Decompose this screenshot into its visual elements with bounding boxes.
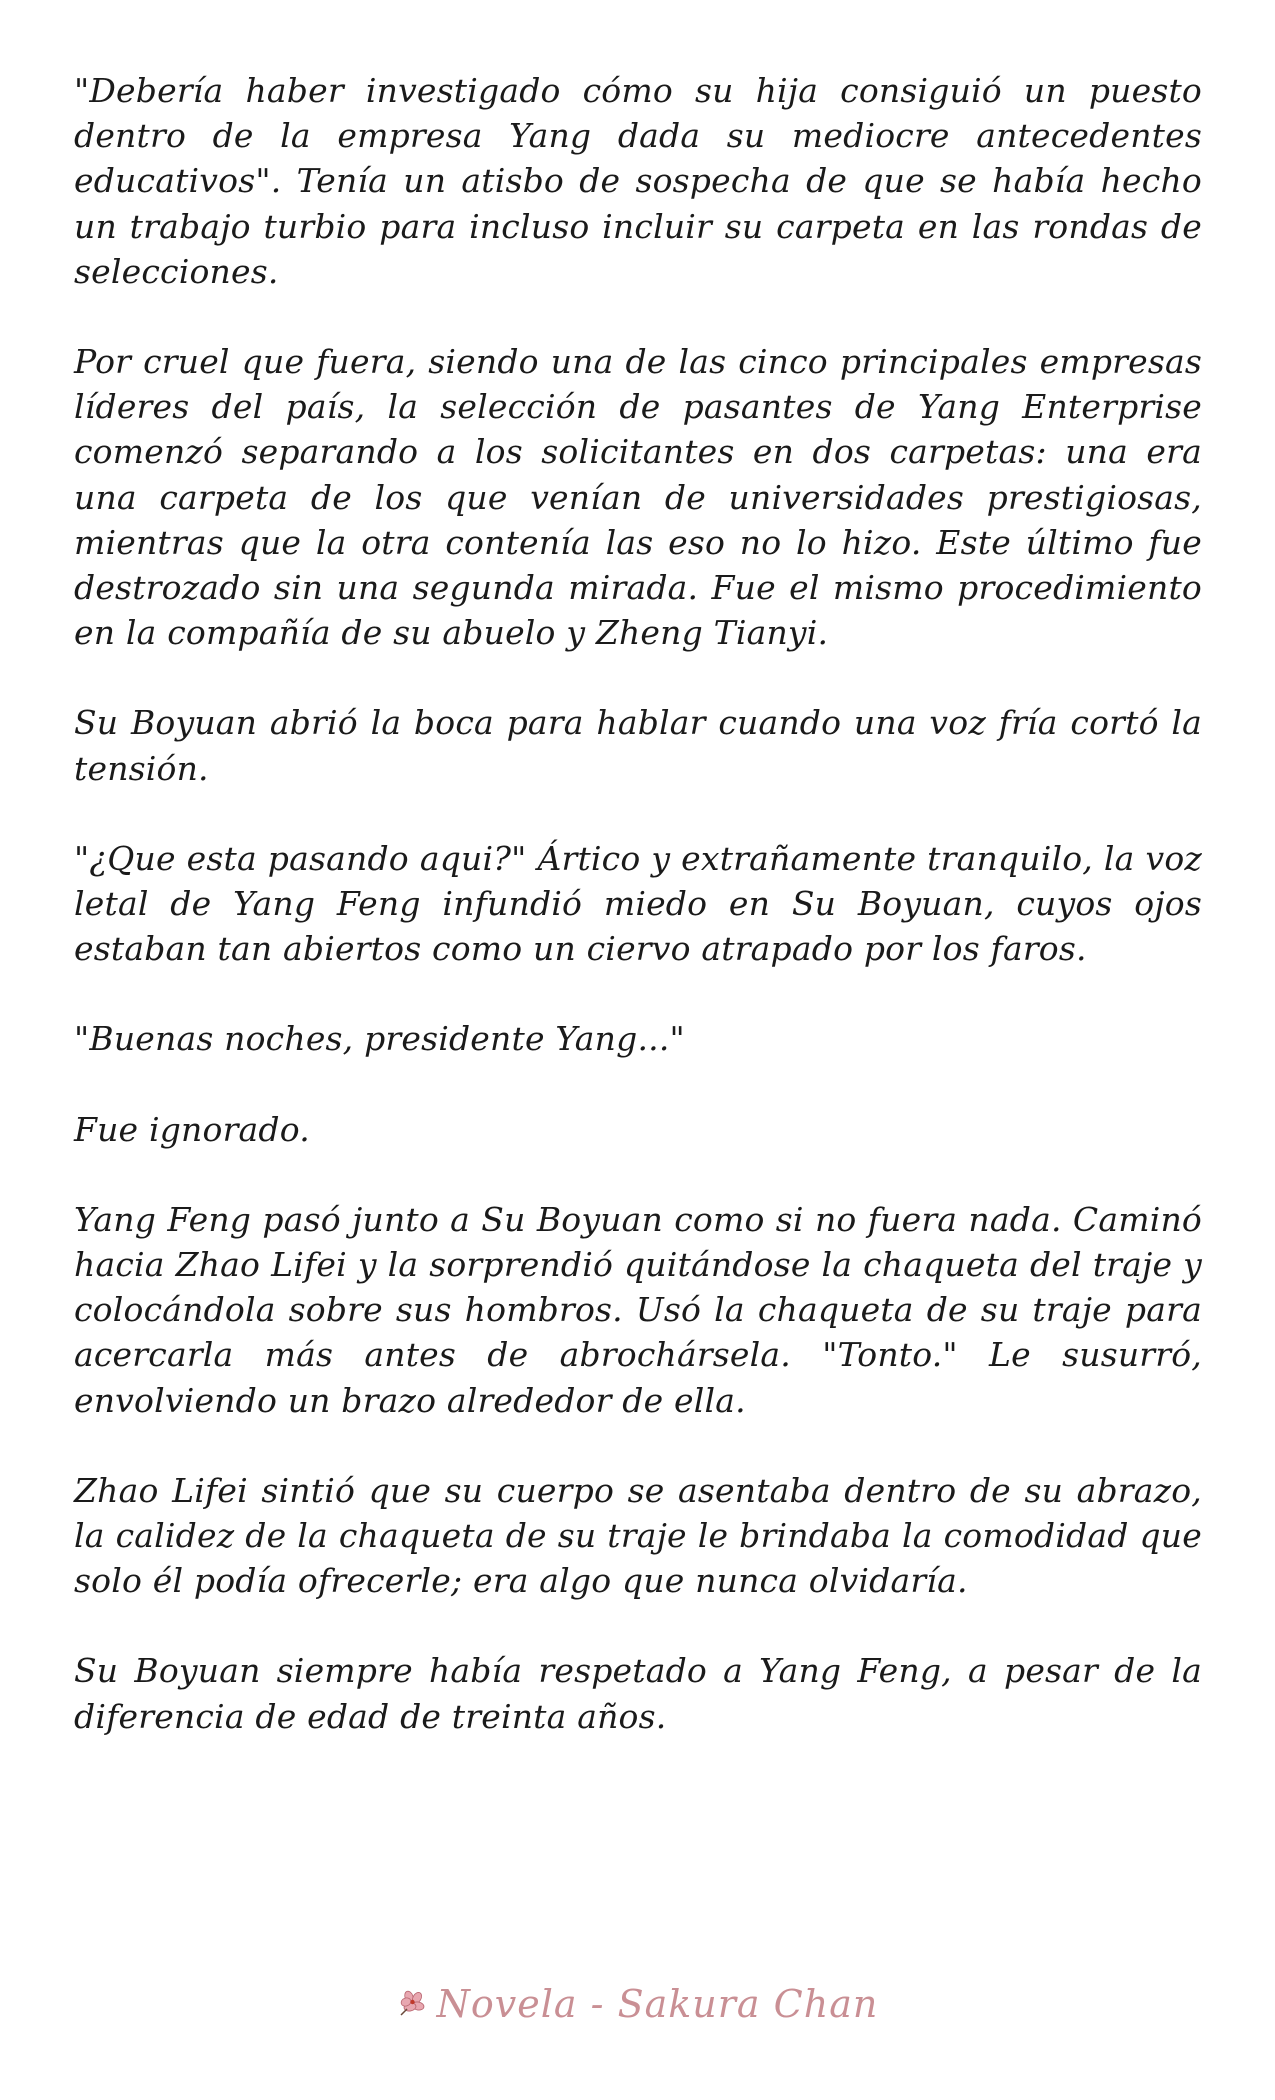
sakura-flower-icon [397, 1989, 431, 2019]
footer [0, 1982, 1275, 2026]
paragraph-5: "Buenas noches, presidente Yang..." [74, 1019, 685, 1059]
paragraph-2: Por cruel que fuera, siendo una de las cinco principales empresas líderes del país, la selección de pasantes de Yang Enterprise comenzó separando a los solicitantes en dos carpetas: una era una carpeta de los que venían de universidades prestigiosas, mientras que la otra contenía las eso no lo hizo. Este último fue destrozado sin una segunda mirada. Fue el mismo procedimiento en la compañía de su abuelo y Zheng Tianyi. [74, 342, 1202, 653]
watermark-group [397, 1982, 879, 2026]
watermark-text: Novela - Sakura Chan [436, 1982, 879, 2026]
paragraph-1: "Debería haber investigado cómo su hija consiguió un puesto dentro de la empresa Yang dada su mediocre antecedentes educativos". Tenía un atisbo de sospecha de que se había hecho un trabajo turbio para incluso incluir su carpeta en las rondas de selecciones. [74, 71, 1202, 291]
paragraph-9: Su Boyuan siempre había respetado a Yang Feng, a pesar de la diferencia de edad de treinta años. [74, 1651, 1202, 1736]
paragraph-3: Su Boyuan abrió la boca para hablar cuando una voz fría cortó la tensión. [74, 703, 1202, 788]
document-body [74, 68, 1202, 1784]
paragraph-8: Zhao Lifei sintió que su cuerpo se asentaba dentro de su abrazo, la calidez de la chaqueta de su traje le brindaba la comodidad que solo él podía ofrecerle; era algo que nunca olvidaría. [74, 1470, 1202, 1601]
paragraph-6: Fue ignorado. [74, 1109, 310, 1149]
paragraph-7: Yang Feng pasó junto a Su Boyuan como si no fuera nada. Caminó hacia Zhao Lifei y la sorprendió quitándose la chaqueta del traje y colocándola sobre sus hombros. Usó la chaqueta de su traje para acercarla más antes de abrochársela. "Tonto." Le susurró, envolviendo un brazo alrededor de ella. [74, 1199, 1202, 1420]
paragraph-4: "¿Que esta pasando aqui?" Ártico y extrañamente tranquilo, la voz letal de Yang Feng infundió miedo en Su Boyuan, cuyos ojos estaban tan abiertos como un ciervo atrapado por los faros. [74, 838, 1202, 969]
